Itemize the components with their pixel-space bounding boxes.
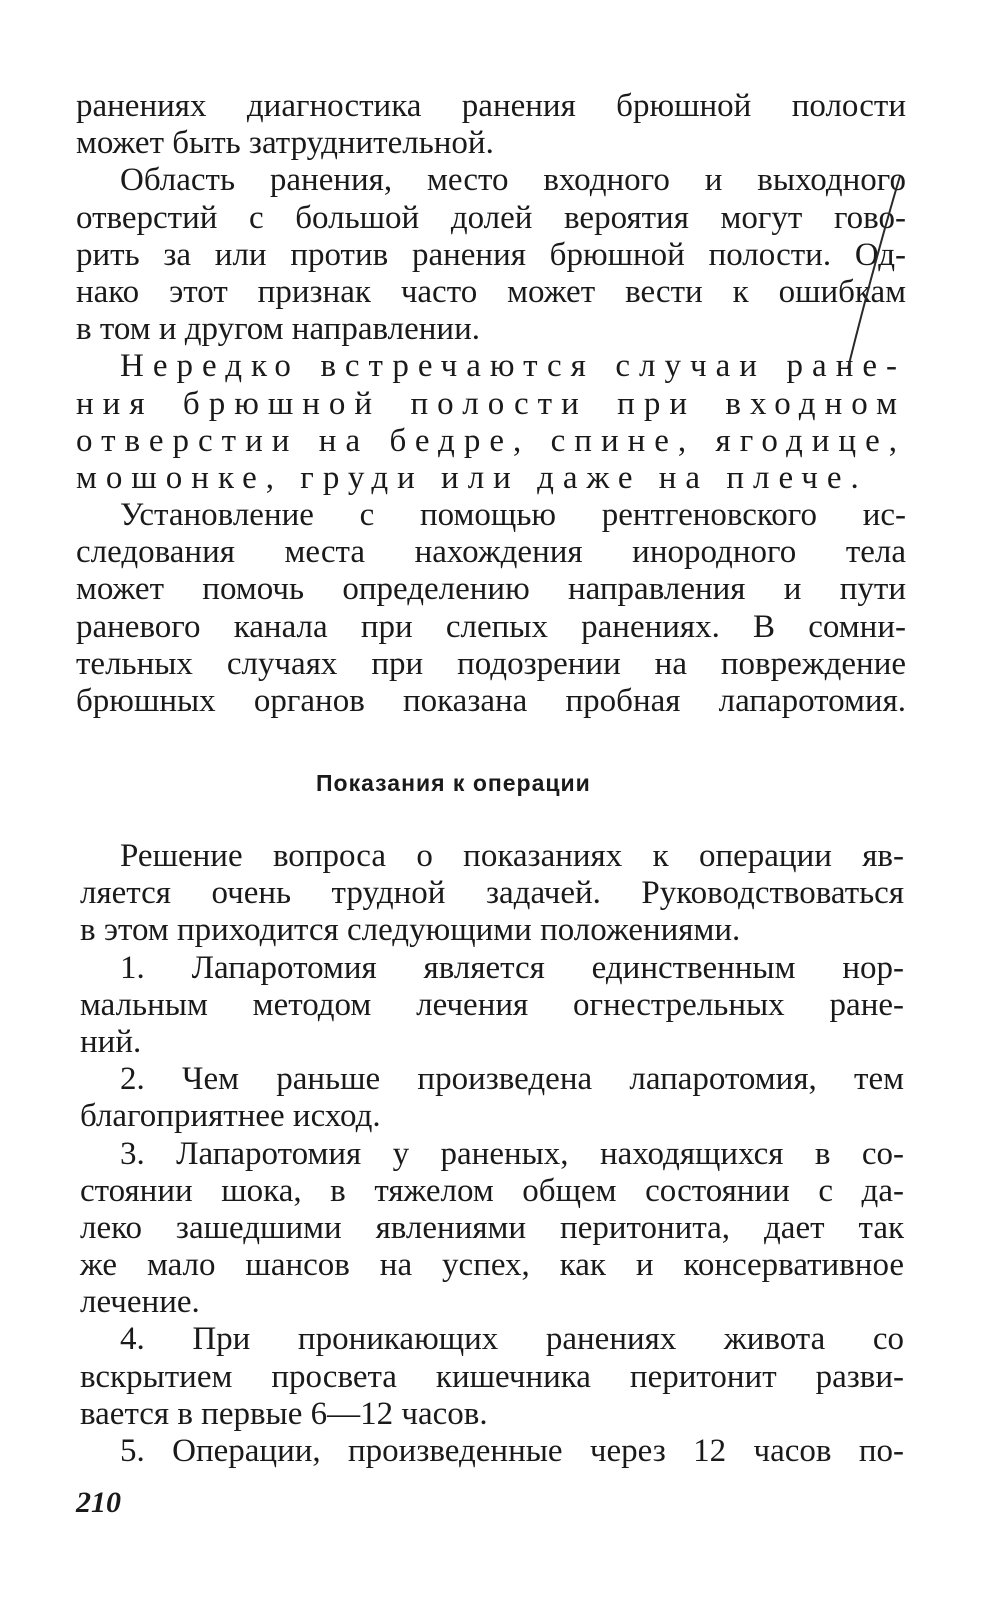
text-line: тельных случаях при подозрении на повреждение bbox=[76, 645, 906, 682]
text-line: вается в первые 6—12 часов. bbox=[80, 1395, 488, 1432]
text-line: может быть затруднительной. bbox=[76, 125, 494, 162]
body-text-upper bbox=[76, 88, 906, 720]
page-number: 210 bbox=[76, 1486, 121, 1519]
text-line: Установление с помощью рентгеновского ис- bbox=[120, 497, 906, 534]
body-text-lower bbox=[80, 838, 904, 1470]
text-line: ний. bbox=[80, 1023, 142, 1060]
text-line: следования места нахождения инородного тела bbox=[76, 534, 906, 571]
text-line: брюшных органов показана пробная лапаротомия. bbox=[76, 683, 906, 719]
text-line: Нередко встречаются случаи ране- bbox=[120, 348, 906, 385]
list-item: 3. Лапаротомия у раненых, находящихся в со- bbox=[120, 1135, 904, 1172]
text-line: же мало шансов на успех, как и консервативное bbox=[80, 1247, 904, 1284]
text-line: Решение вопроса о показаниях к операции яв- bbox=[120, 838, 904, 874]
text-line: мальным методом лечения огнестрельных ране- bbox=[80, 986, 904, 1023]
text-line: отверстии на бедре, спине, ягодице, bbox=[76, 422, 906, 459]
text-line: благоприятнее исход. bbox=[80, 1098, 381, 1135]
text-line: вскрытием просвета кишечника перитонит разви- bbox=[80, 1358, 904, 1395]
text-line: стоянии шока, в тяжелом общем состоянии с да- bbox=[80, 1172, 904, 1209]
text-line: лечение. bbox=[80, 1284, 200, 1321]
text-line: рить за или против ранения брюшной полости. Од- bbox=[76, 236, 906, 273]
text-line: Область ранения, место входного и выходного bbox=[120, 162, 906, 199]
text-line: отверстий с большой долей вероятия могут гово- bbox=[76, 199, 906, 236]
text-line: раневого канала при слепых ранениях. В сомни- bbox=[76, 608, 906, 645]
text-line: леко зашедшими явлениями перитонита, дает так bbox=[80, 1209, 904, 1246]
text-line: нако этот признак часто может вести к ошибкам bbox=[76, 273, 906, 310]
list-item: 2. Чем раньше произведена лапаротомия, тем bbox=[120, 1061, 904, 1098]
text-line: в том и другом направлении. bbox=[76, 311, 480, 348]
text-line: ляется очень трудной задачей. Руководствоваться bbox=[80, 875, 904, 912]
list-item: 4. При проникающих ранениях живота со bbox=[120, 1321, 904, 1358]
text-line: в этом приходится следующими положениями. bbox=[80, 912, 741, 949]
list-item: 1. Лапаротомия является единственным нор- bbox=[120, 949, 904, 986]
section-heading: Показания к операции bbox=[316, 770, 591, 796]
text-line: мошонке, груди или даже на плече. bbox=[76, 459, 868, 496]
list-item: 5. Операции, произведенные через 12 часов по- bbox=[120, 1433, 904, 1469]
text-line: ния брюшной полости при входном bbox=[76, 385, 906, 422]
text-line: ранениях диагностика ранения брюшной полости bbox=[76, 88, 906, 124]
text-line: может помочь определению направления и пути bbox=[76, 571, 906, 608]
